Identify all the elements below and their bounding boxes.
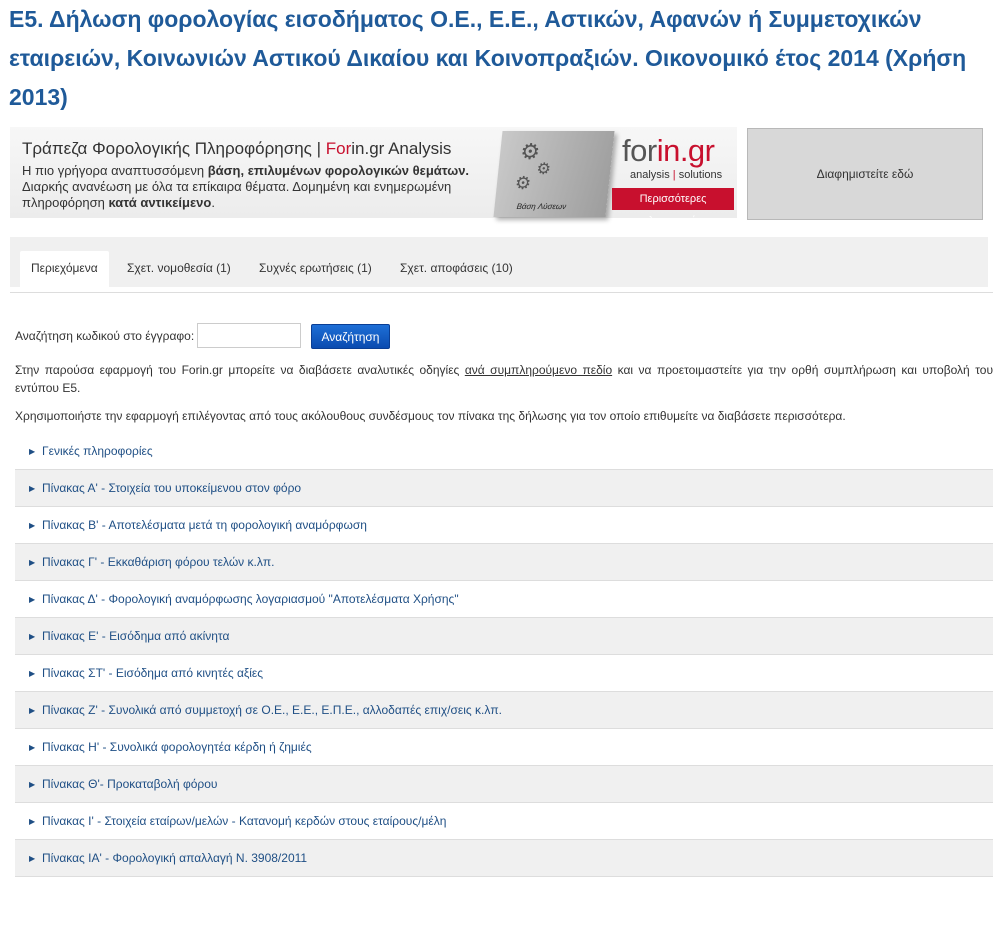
page-title: Ε5. Δήλωση φορολογίας εισοδήματος Ο.Ε., Ε.Ε., Αστικών, Αφανών ή Συμμετοχικών εταιρειών, Κοινωνιών Αστικού Δικαίου και Κοινοπραξιών. Οικονομικό έτος 2014 (Χρήση 2013) [9, 6, 967, 110]
list-item[interactable] [15, 618, 993, 655]
triangle-right-icon: ▶ [29, 669, 36, 678]
list-item-label[interactable]: Πίνακας Ε' - Εισόδημα από ακίνητα [42, 629, 230, 643]
banner-line-3-text: πληροφόρηση [22, 195, 109, 210]
logo-sub-1: analysis [630, 169, 673, 181]
list-item-label[interactable]: Πίνακας Α' - Στοιχεία του υποκείμενου στον φόρο [42, 481, 302, 495]
search-input[interactable] [197, 323, 301, 348]
banner-line-1-bold: βάση, επιλυμένων φορολογικών θεμάτων. [207, 163, 470, 178]
triangle-right-icon: ▶ [29, 632, 36, 641]
banner-heading [22, 139, 451, 159]
list-item-label[interactable]: Πίνακας Ζ' - Συνολικά από συμμετοχή σε Ο.Ε., Ε.Ε., Ε.Π.Ε., αλλοδαπές επιχ/σεις κ.λπ. [42, 703, 502, 717]
list-item-label[interactable]: Πίνακας ΙΑ' - Φορολογική απαλλαγή Ν. 3908/2011 [42, 851, 308, 865]
triangle-right-icon: ▶ [29, 780, 36, 789]
triangle-right-icon: ▶ [29, 743, 36, 752]
list-item[interactable] [15, 433, 993, 470]
triangle-right-icon: ▶ [29, 521, 36, 530]
list-item[interactable] [15, 803, 993, 840]
triangle-right-icon: ▶ [29, 595, 36, 604]
intro-paragraph-1 [15, 361, 993, 397]
banner-line-3 [22, 195, 215, 210]
tab-contents[interactable]: Περιεχόμενα [20, 251, 109, 287]
banner-heading-suffix: in.gr Analysis [351, 139, 452, 158]
gear-icon: ⚙ [519, 139, 542, 164]
forin-banner[interactable] [10, 127, 737, 227]
tab-divider [10, 292, 993, 293]
tab-bar [10, 237, 988, 287]
tab-faq[interactable]: Συχνές ερωτήσεις (1) [259, 261, 372, 275]
list-item-label[interactable]: Πίνακας Δ' - Φορολογική αναμόρφωσης λογαριασμού "Αποτελέσματα Χρήσης" [42, 592, 459, 606]
more-info-button[interactable]: Περισσότερες πληροφορίες [612, 188, 734, 210]
banner-heading-red: For [325, 139, 352, 158]
logo-sub-sep: | [672, 169, 676, 181]
tab-related-legislation[interactable]: Σχετ. νομοθεσία (1) [127, 261, 231, 275]
book-label: Βάση Λύσεων [516, 202, 567, 211]
logo-subtitle [630, 169, 722, 181]
forin-logo [622, 133, 715, 169]
list-item[interactable] [15, 507, 993, 544]
banner-line-2: Διαρκής ανανέωση με όλα τα επίκαιρα θέματα. Δομημένη και ενημερωμένη [22, 179, 452, 194]
list-item[interactable] [15, 544, 993, 581]
list-item-label[interactable]: Πίνακας Β' - Αποτελέσματα μετά τη φορολογική αναμόρφωση [42, 518, 367, 532]
search-button[interactable]: Αναζήτηση [311, 324, 390, 349]
logo-sub-2: solutions [675, 169, 723, 181]
search-label: Αναζήτηση κωδικού στο έγγραφο: [15, 329, 195, 343]
list-item-label[interactable]: Γενικές πληροφορίες [42, 444, 153, 458]
list-item[interactable] [15, 840, 993, 877]
list-item-label[interactable]: Πίνακας Η' - Συνολικά φορολογητέα κέρδη ή ζημιές [42, 740, 312, 754]
list-item[interactable] [15, 729, 993, 766]
tab-related-decisions[interactable]: Σχετ. αποφάσεις (10) [400, 261, 513, 275]
banner-line-1 [22, 163, 469, 178]
banner-line-1-text: Η πιο γρήγορα αναπτυσσόμενη [22, 163, 208, 178]
triangle-right-icon: ▶ [29, 484, 36, 493]
logo-part-2: in.gr [656, 133, 715, 168]
book-image [493, 131, 614, 217]
gear-icon: ⚙ [535, 161, 552, 178]
list-item[interactable] [15, 766, 993, 803]
banner-heading-prefix: Τράπεζα Φορολογικής Πληροφόρησης | [22, 139, 326, 158]
advertise-here-box[interactable]: Διαφημιστείτε εδώ [747, 128, 983, 220]
list-item[interactable] [15, 581, 993, 618]
per-field-link[interactable]: ανά συμπληρούμενο πεδίο [464, 363, 613, 377]
logo-part-1: for [622, 133, 657, 168]
triangle-right-icon: ▶ [29, 706, 36, 715]
intro-paragraph-2: Χρησιμοποιήστε την εφαρμογή επιλέγοντας από τους ακόλουθους συνδέσμους τον πίνακα της δήλωσης για τον οποίο επιθυμείτε να διαβάσετε περισσότερα. [15, 409, 846, 423]
list-item[interactable] [15, 470, 993, 507]
triangle-right-icon: ▶ [29, 447, 36, 456]
list-item-label[interactable]: Πίνακας Θ'- Προκαταβολή φόρου [42, 777, 218, 791]
list-item[interactable] [15, 655, 993, 692]
gear-icon: ⚙ [514, 173, 533, 193]
list-item-label[interactable]: Πίνακας Γ' - Εκκαθάριση φόρου τελών κ.λπ. [42, 555, 275, 569]
triangle-right-icon: ▶ [29, 854, 36, 863]
intro-text-end: και να προετοιμαστείτε για την ορθή συμπλήρωση και υποβολή του εντύπου Ε5. [15, 363, 994, 395]
banner-line-3-post: . [211, 195, 215, 210]
triangle-right-icon: ▶ [29, 558, 36, 567]
triangle-right-icon: ▶ [29, 817, 36, 826]
list-item[interactable] [15, 692, 993, 729]
list-item-label[interactable]: Πίνακας ΣΤ' - Εισόδημα από κινητές αξίες [42, 666, 264, 680]
list-item-label[interactable]: Πίνακας Ι' - Στοιχεία εταίρων/μελών - Κατανομή κερδών στους εταίρους/μέλη [42, 814, 447, 828]
banner-line-3-bold: κατά αντικείμενο [108, 195, 212, 210]
intro-text: Στην παρούσα εφαρμογή του Forin.gr μπορείτε να διαβάσετε αναλυτικές οδηγίες [15, 363, 465, 377]
